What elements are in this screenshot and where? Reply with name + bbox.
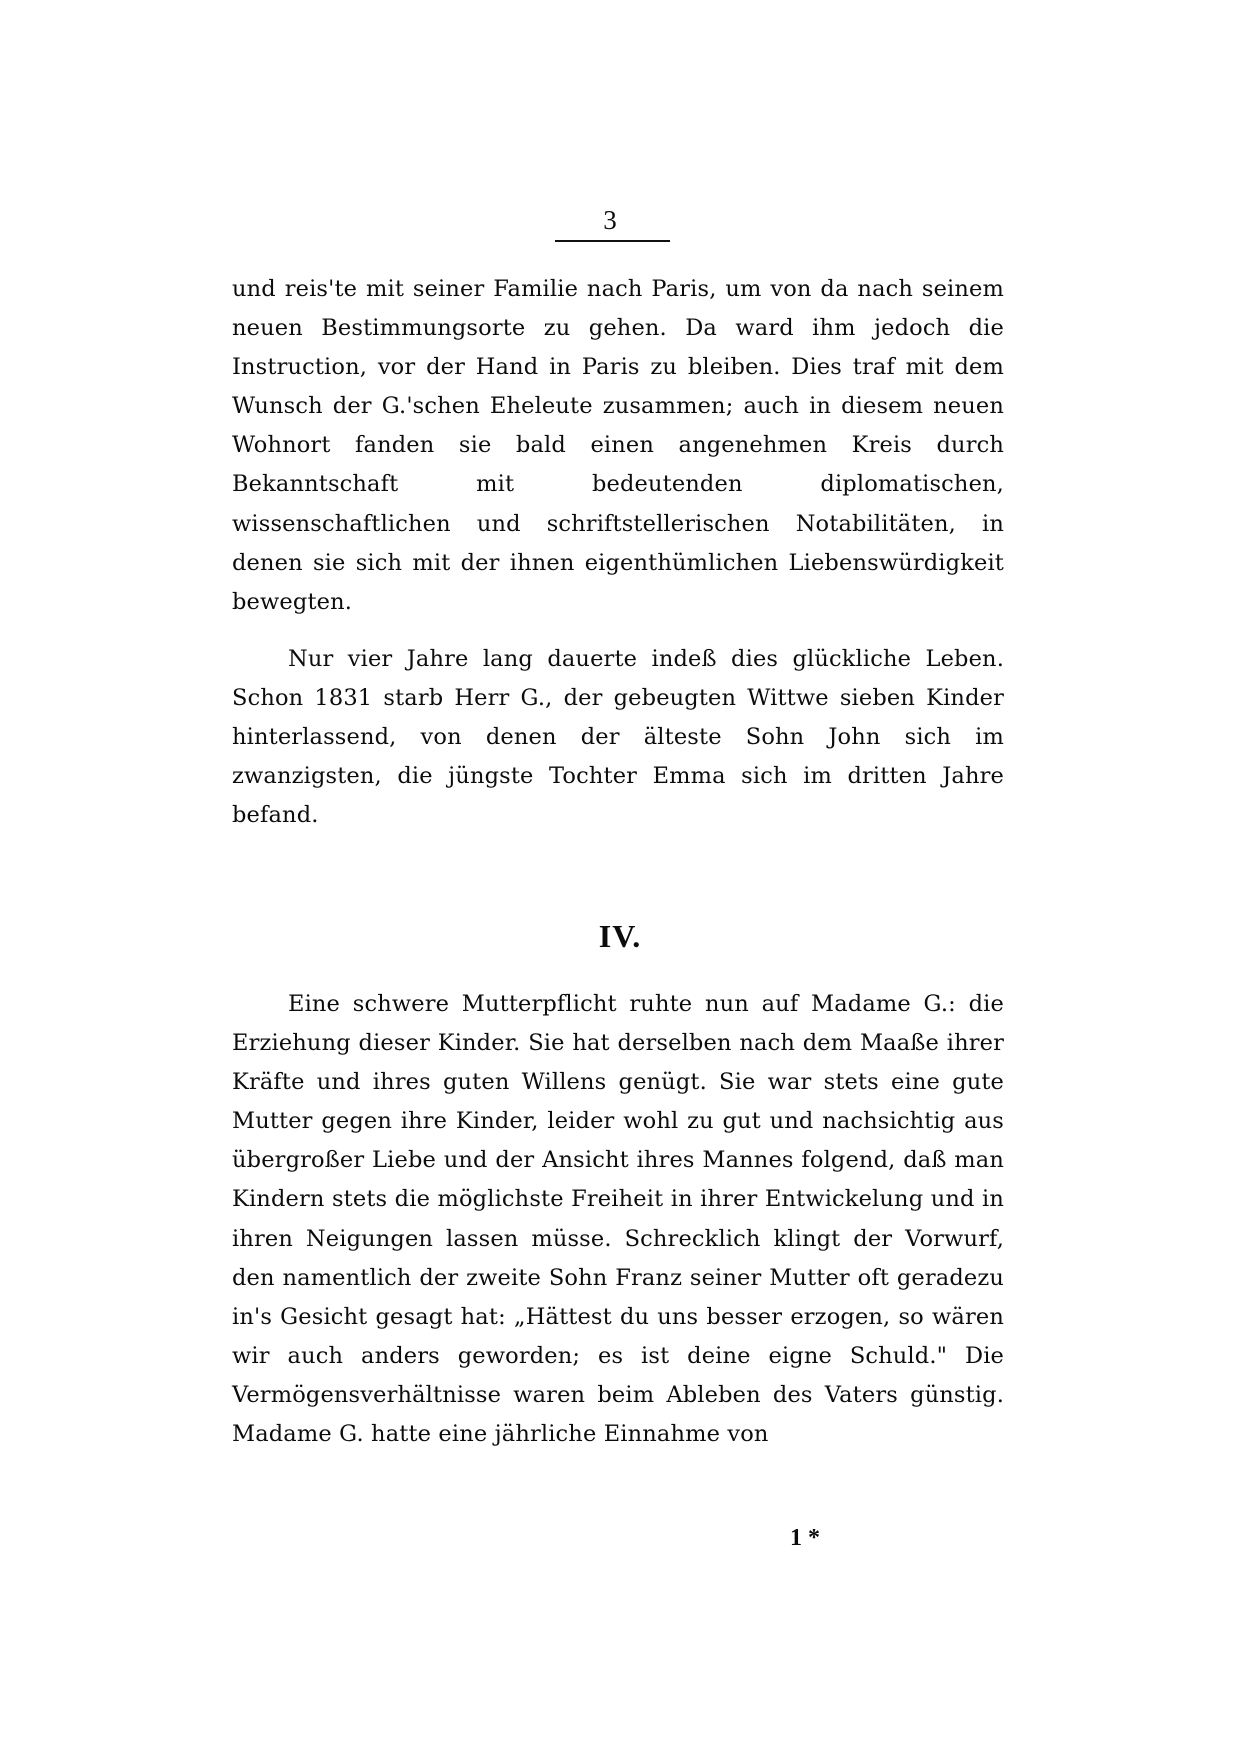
paragraph-motherhood: Eine schwere Mutterpflicht ruhte nun auf Madame G.: die Erziehung dieser Kinder. Sie hat derselben nach dem Maaße ihrer Kräfte und ihres guten Willens genügt. Sie war stets eine gute Mutter gegen ihre Kinder, leider wohl zu gut und nachsichtig aus übergroßer Liebe und der Ansicht ihres Mannes folgend, daß man Kindern stets die möglichste Freiheit in ihrer Entwickelung und in ihren Neigungen lassen müsse. Schrecklich klingt der Vorwurf, den namentlich der zweite Sohn Franz seiner Mutter oft geradezu in's Gesicht gesagt hat: „Hättest du uns besser erzogen, so wären wir auch anders geworden; es ist deine eigne Schuld." Die Vermögensverhältnisse waren beim Ableben des Vaters günstig. Madame G. hatte eine jährliche Einnahme von <box>232 991 1004 1448</box>
printer-signature-mark: 1 * <box>790 1525 820 1551</box>
paragraph-death-of-husband: Nur vier Jahre lang dauerte indeß dies glückliche Leben. Schon 1831 starb Herr G., der gebeugten Wittwe sieben Kinder hinterlassend, von denen der älteste Sohn John sich im zwanzigsten, die jüngste Tochter Emma sich im dritten Jahre befand. <box>232 646 1004 829</box>
paragraph-continuation: und reis'te mit seiner Familie nach Paris, um von da nach seinem neuen Bestimmungsorte zu gehen. Da ward ihm jedoch die Instruction, vor der Hand in Paris zu bleiben. Dies traf mit dem Wunsch der G.'schen Eheleute zusammen; auch in diesem neuen Wohnort fanden sie bald einen angenehmen Kreis durch Bekanntschaft mit bedeutenden diplomatischen, wissenschaftlichen und schriftstellerischen Notabilitäten, in denen sie sich mit der ihnen eigenthümlichen Liebenswürdigkeit bewegten. <box>232 276 1004 615</box>
section-heading: IV. <box>598 918 642 954</box>
page-number: 3 <box>603 205 617 235</box>
header-rule <box>555 240 670 242</box>
